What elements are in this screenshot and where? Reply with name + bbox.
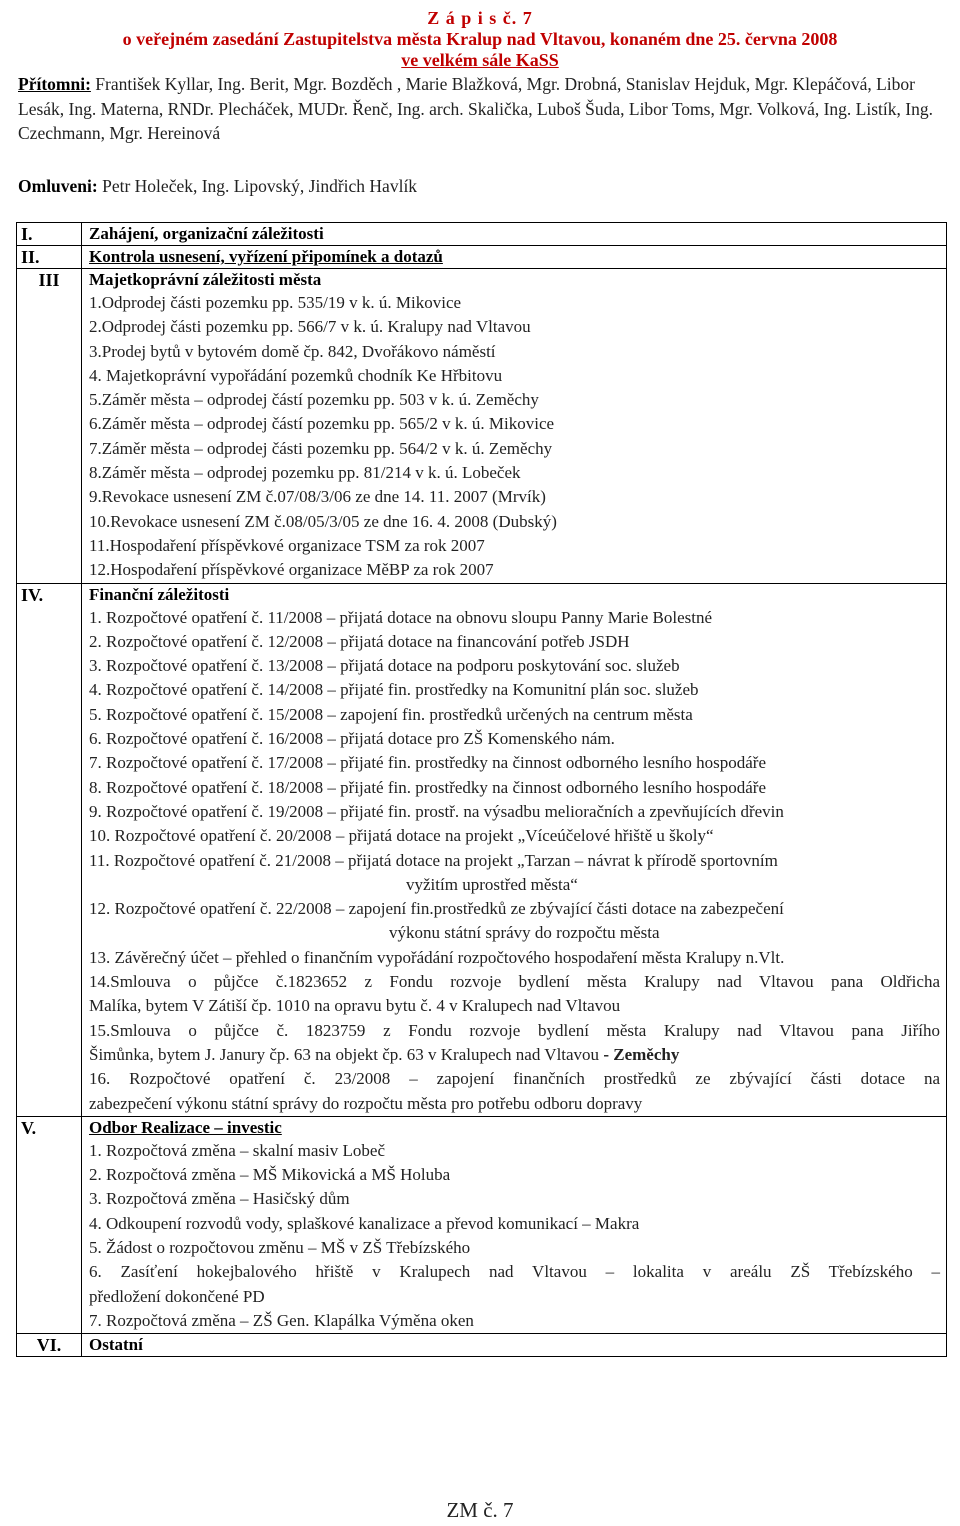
list-item: 3. Rozpočtové opatření č. 13/2008 – přijatá dotace na podporu poskytování soc. služeb xyxy=(89,656,680,676)
list-item: 5.Záměr města – odprodej částí pozemku pp. 503 v k. ú. Zeměchy xyxy=(89,390,539,410)
list-item: 11. Rozpočtové opatření č. 21/2008 – přijatá dotace na projekt „Tarzan – návrat k přírodě sportovním xyxy=(89,850,778,870)
list-item: 12.Hospodaření příspěvkové organizace MěBP za rok 2007 xyxy=(89,560,494,580)
list-item-continuation: Malíka, bytem V Zátiší čp. 1010 na opravu bytu č. 4 v Kralupech nad Vltavou xyxy=(89,996,621,1016)
list-item-continuation: vyžitím uprostřed města“ xyxy=(406,874,578,894)
section-title: Finanční záležitosti xyxy=(89,584,230,604)
list-item: 14.Smlouva o půjčce č.1823652 z Fondu rozvoje bydlení města Kralupy nad Vltavou pana Oldřicha xyxy=(89,972,940,992)
document-title: Z á p i s č. 7 xyxy=(427,8,533,28)
section-title: Ostatní xyxy=(89,1335,143,1355)
section-number: II. xyxy=(17,246,82,269)
section-number: V. xyxy=(17,1116,82,1333)
list-item: 1.Odprodej části pozemku pp. 535/19 v k. ú. Mikovice xyxy=(89,293,462,312)
document-subtitle: o veřejném zasedání Zastupitelstva města Kralup nad Vltavou, konaném dne 25. června 2008 xyxy=(122,29,838,49)
agenda-table xyxy=(16,222,947,1357)
agenda-row-1 xyxy=(17,223,947,246)
list-item-continuation: výkonu státní správy do rozpočtu města xyxy=(389,923,660,943)
list-item: 10.Revokace usnesení ZM č.08/05/3/05 ze dne 16. 4. 2008 (Dubský) xyxy=(89,511,557,531)
list-item: 4. Majetkoprávní vypořádání pozemků chodník Ke Hřbitovu xyxy=(89,365,503,385)
agenda-row-6 xyxy=(17,1334,947,1357)
list-item: 5. Žádost o rozpočtovou změnu – MŠ v ZŠ Třebízského xyxy=(89,1237,471,1257)
excused-label: Omluveni: xyxy=(18,176,98,196)
agenda-row-5 xyxy=(17,1116,947,1333)
list-item: 6. Zasíťení hokejbalového hřiště v Kralupech nad Vltavou – lokalita v areálu ZŠ Třebízského – xyxy=(89,1262,940,1282)
list-item: 2. Rozpočtové opatření č. 12/2008 – přijatá dotace na financování potřeb JSDH xyxy=(89,631,630,651)
document-venue: ve velkém sále KaSS xyxy=(401,50,559,70)
list-item: 9. Rozpočtové opatření č. 19/2008 – přijaté fin. prostř. na výsadbu melioračních a zpevňujících dřevin xyxy=(89,801,784,821)
agenda-row-2 xyxy=(17,246,947,269)
list-item: 6.Záměr města – odprodej částí pozemku pp. 565/2 v k. ú. Mikovice xyxy=(89,414,555,434)
list-item: 2. Rozpočtová změna – MŠ Mikovická a MŠ Holuba xyxy=(89,1165,451,1185)
list-item: 2.Odprodej části pozemku pp. 566/7 v k. ú. Kralupy nad Vltavou xyxy=(89,317,531,337)
list-item: 7.Záměr města – odprodej části pozemku pp. 564/2 v k. ú. Zeměchy xyxy=(89,438,553,458)
page-footer: ZM č. 7 xyxy=(446,1498,514,1522)
section-number: III xyxy=(17,269,82,584)
list-item: 4. Rozpočtové opatření č. 14/2008 – přijaté fin. prostředky na Komunitní plán soc. služeb xyxy=(89,680,699,700)
list-item: 8.Záměr města – odprodej pozemku pp. 81/214 v k. ú. Lobeček xyxy=(89,463,521,483)
list-item: 3. Rozpočtová změna – Hasičský dům xyxy=(89,1189,350,1209)
section-title: Zahájení, organizační záležitosti xyxy=(89,224,324,243)
list-item: 15.Smlouva o půjčce č. 1823759 z Fondu rozvoje bydlení města Kralupy nad Vltavou pana Jiřího xyxy=(89,1020,940,1040)
section-title: Odbor Realizace – investic xyxy=(89,1117,282,1137)
attendance-present xyxy=(18,72,948,146)
section-number: IV. xyxy=(17,583,82,1116)
agenda-row-4 xyxy=(17,583,947,1116)
list-item-continuation xyxy=(89,1043,940,1067)
item15-suffix: - Zeměchy xyxy=(599,1044,680,1064)
list-item: 6. Rozpočtové opatření č. 16/2008 – přijatá dotace pro ZŠ Komenského nám. xyxy=(89,729,615,749)
present-label: Přítomni: xyxy=(18,74,91,94)
list-item-continuation: zabezpečení výkonu státní správy do rozpočtu města pro potřebu odboru dopravy xyxy=(89,1093,643,1113)
present-names: František Kyllar, Ing. Berit, Mgr. Bozděch , Marie Blažková, Mgr. Drobná, Stanislav Hejduk, Mgr. Klepáčová, Libor Lesák, Ing. Materna, RNDr. Plecháček, MUDr. Řenč, Ing. arch. Skalička, Luboš Šuda, Libor Toms, Mgr. Volková, Ing. Listík, Ing. Czechmann, Mgr. Hereinová xyxy=(18,74,933,143)
section-number: I. xyxy=(17,223,82,246)
list-item: 9.Revokace usnesení ZM č.07/08/3/06 ze dne 14. 11. 2007 (Mrvík) xyxy=(89,487,546,507)
section-number: VI. xyxy=(17,1334,82,1357)
list-item: 12. Rozpočtové opatření č. 22/2008 – zapojení fin.prostředků ze zbývající části dotace na zabezpečení xyxy=(89,899,784,919)
list-item: 7. Rozpočtová změna – ZŠ Gen. Klapálka Výměna oken xyxy=(89,1310,474,1330)
section-title: Kontrola usnesení, vyřízení připomínek a dotazů xyxy=(89,247,443,266)
list-item: 10. Rozpočtové opatření č. 20/2008 – přijatá dotace na projekt „Víceúčelové hřiště u školy“ xyxy=(89,826,714,846)
list-item: 1. Rozpočtová změna – skalní masiv Lobeč xyxy=(89,1140,385,1160)
excused-names: Petr Holeček, Ing. Lipovský, Jindřich Havlík xyxy=(102,176,418,196)
list-item: 13. Závěrečný účet – přehled o finančním vypořádání rozpočtového hospodaření města Kralupy n.Vlt. xyxy=(89,947,785,967)
list-item: 11.Hospodaření příspěvkové organizace TSM za rok 2007 xyxy=(89,535,485,555)
item15-text: Šimůnka, bytem J. Janury čp. 63 na objekt čp. 63 v Kralupech nad Vltavou xyxy=(89,1044,600,1064)
list-item: 3.Prodej bytů v bytovém domě čp. 842, Dvořákovo náměstí xyxy=(89,341,496,361)
list-item: 16. Rozpočtové opatření č. 23/2008 – zapojení finančních prostředků ze zbývající části dotace na xyxy=(89,1069,940,1089)
list-item: 7. Rozpočtové opatření č. 17/2008 – přijaté fin. prostředky na činnost odborného lesního hospodáře xyxy=(89,753,767,773)
attendance-excused xyxy=(18,176,417,197)
agenda-row-3 xyxy=(17,269,947,584)
list-item-continuation: předložení dokončené PD xyxy=(89,1286,265,1306)
list-item: 1. Rozpočtové opatření č. 11/2008 – přijatá dotace na obnovu sloupu Panny Marie Bolestné xyxy=(89,607,713,627)
section-title: Majetkoprávní záležitosti města xyxy=(89,270,322,289)
list-item: 8. Rozpočtové opatření č. 18/2008 – přijaté fin. prostředky na činnost odborného lesního hospodáře xyxy=(89,777,767,797)
list-item: 4. Odkoupení rozvodů vody, splaškové kanalizace a převod komunikací – Makra xyxy=(89,1213,640,1233)
list-item: 5. Rozpočtové opatření č. 15/2008 – zapojení fin. prostředků určených na centrum města xyxy=(89,704,693,724)
